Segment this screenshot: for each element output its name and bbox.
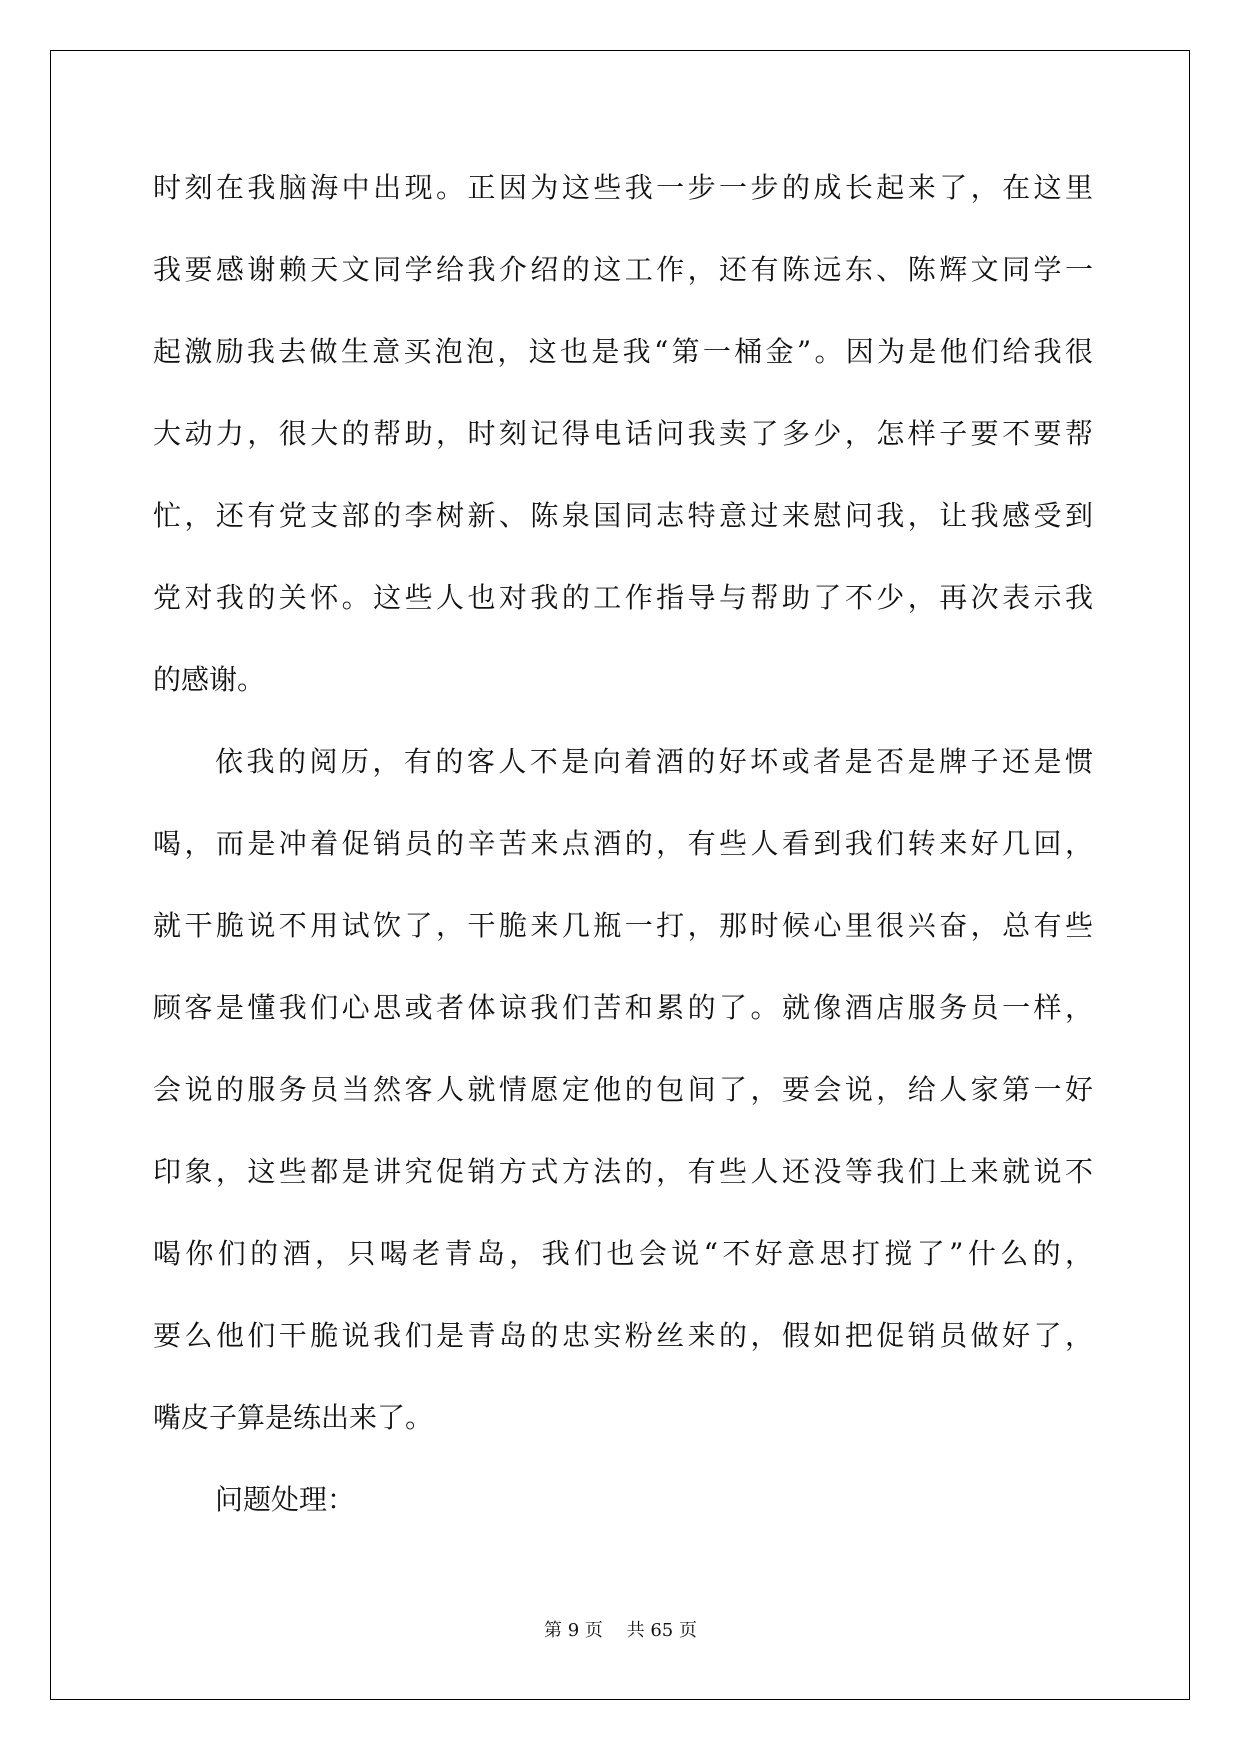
paragraph-2-line-5: 会说的服务员当然客人就情愿定他的包间了，要会说，给人家第一好 [153, 1073, 1093, 1106]
document-body [153, 168, 1093, 1562]
paragraph-2-line-1: 依我的阅历，有的客人不是向着酒的好坏或者是否是牌子还是惯 [215, 745, 1093, 778]
paragraph-2-line-6: 印象，这些都是讲究促销方式方法的，有些人还没等我们上来就说不 [153, 1155, 1093, 1188]
paragraph-2-line-2: 喝，而是冲着促销员的辛苦来点酒的，有些人看到我们转来好几回， [153, 827, 1093, 860]
paragraph-1-line-6: 党对我的关怀。这些人也对我的工作指导与帮助了不少，再次表示我 [153, 581, 1093, 614]
paragraph-2-line-4: 顾客是懂我们心思或者体谅我们苦和累的了。就像酒店服务员一样， [153, 991, 1093, 1024]
paragraph-2-line-3: 就干脆说不用试饮了，干脆来几瓶一打，那时候心里很兴奋，总有些 [153, 909, 1093, 942]
paragraph-1-line-4: 大动力，很大的帮助，时刻记得电话问我卖了多少，怎样子要不要帮 [153, 417, 1093, 450]
paragraph-1-line-2: 我要感谢赖天文同学给我介绍的这工作，还有陈远东、陈辉文同学一 [153, 253, 1093, 286]
section-heading-problem-handling: 问题处理： [215, 1483, 356, 1516]
paragraph-1-line-1: 时刻在我脑海中出现。正因为这些我一步一步的成长起来了，在这里 [153, 171, 1093, 204]
page-number-footer: 第 9 页 共 65 页 [544, 1620, 697, 1641]
paragraph-2-line-8: 要么他们干脆说我们是青岛的忠实粉丝来的，假如把促销员做好了， [153, 1319, 1093, 1352]
paragraph-1-line-5: 忙，还有党支部的李树新、陈泉国同志特意过来慰问我，让我感受到 [153, 499, 1093, 532]
paragraph-2-line-7: 喝你们的酒，只喝老青岛，我们也会说“不好意思打搅了”什么的， [153, 1237, 1093, 1270]
paragraph-1-line-3: 起激励我去做生意买泡泡，这也是我“第一桶金”。因为是他们给我很 [153, 335, 1093, 368]
paragraph-2-line-9: 嘴皮子算是练出来了。 [153, 1401, 434, 1434]
paragraph-1-line-7: 的感谢。 [153, 663, 266, 696]
